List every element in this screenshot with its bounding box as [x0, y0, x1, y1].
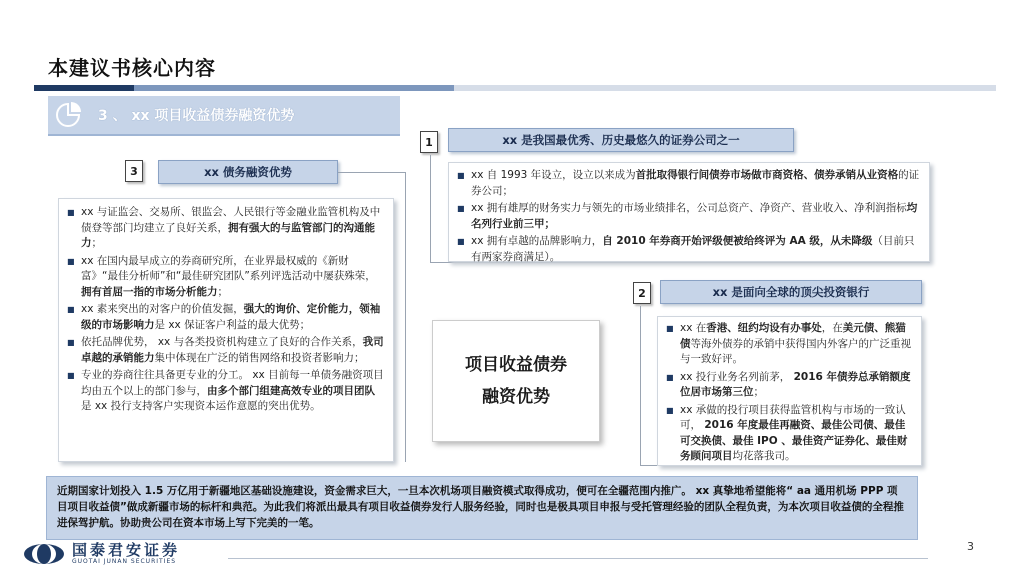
list-item: ■ xx 素来突出的对客户的价值发掘，强大的询价、定价能力，领袖级的市场影响力是 xx 保证客户利益的最大优势； [67, 302, 385, 333]
top-right-block-heading: xx 是我国最优秀、历史最悠久的证券公司之一 [448, 128, 794, 152]
bottom-right-panel [657, 316, 922, 466]
list-item: ■ xx 与证监会、交易所、银监会、人民银行等金融业监管机构及中债登等部门均建立了良好关系，拥有强大的与监管部门的沟通能力； [67, 205, 385, 252]
bottom-right-list [666, 321, 913, 465]
left-block-heading: xx 债务融资优势 [158, 160, 338, 184]
center-highlight [432, 320, 600, 442]
logo-chinese-name: 国泰君安证券 [72, 541, 181, 559]
list-item: ■ xx 拥有雄厚的财务实力与领先的市场业绩排名，公司总资产、净资产、营业收入、净利润指标均名列行业前三甲； [457, 201, 921, 232]
list-item: ■ xx 投行业务名列前茅， 2016 年债券总承销额度位居市场第三位； [666, 370, 913, 401]
logo-english-name: GUOTAI JUNAN SECURITIES [72, 558, 177, 565]
list-item: ■ xx 拥有卓越的品牌影响力，自 2010 年券商开始评级便被给终评为 AA 级，从未降级（目前只有两家券商满足）。 [457, 234, 921, 265]
footer-divider [228, 558, 928, 559]
list-item: ■ xx 在国内最早成立的券商研究所，在业界最权威的《新财富》“最佳分析师”和“最佳研究团队”系列评选活动中屡获殊荣，拥有首屈一指的市场分析能力； [67, 254, 385, 301]
bottom-right-block-number: 2 [633, 282, 651, 304]
pie-chart-icon [48, 95, 88, 135]
center-line-1: 项目收益债券 [465, 355, 567, 375]
summary-note: 近期国家计划投入 1.5 万亿用于新疆地区基础设施建设，资金需求巨大，一旦本次机场项目融资模式取得成功，便可在全疆范围内推广。 xx 真挚地希望能将“ aa 通用机场 PPP 项目项目收益债”做成新疆市场的标杆和典范。为此我们将派出最具有项目收益债券发行人服务经验，同时也是极具项目申报与受托管理经验的团队全程负责，为本次项目收益债的全程推进保驾护航。协助贵公司在资本市场上写下完美的一笔。 [46, 476, 918, 540]
section-banner [48, 96, 400, 136]
top-right-panel [448, 162, 930, 262]
bottom-right-block-heading: xx 是面向全球的顶尖投资银行 [660, 280, 922, 304]
title-rule [34, 85, 996, 91]
section-title: 3 、 xx 项目收益债券融资优势 [98, 108, 295, 124]
company-logo-icon [22, 543, 66, 565]
center-line-2: 融资优势 [482, 387, 550, 407]
left-list [67, 205, 385, 415]
footer-logo [22, 543, 180, 565]
page-title: 本建议书核心内容 [48, 56, 216, 80]
list-item: ■ xx 自 1993 年设立，设立以来成为首批取得银行间债券市场做市商资格、债券承销从业资格的证券公司； [457, 168, 921, 199]
list-item: ■ xx 承做的投行项目获得监管机构与市场的一致认可， 2016 年度最佳再融资、最佳公司债、最佳可交换债、最佳 IPO 、最佳资产证券化、最佳财务顾问项目均花落我司。 [666, 403, 913, 465]
left-block-number: 3 [125, 160, 143, 182]
top-right-block-number: 1 [420, 131, 438, 153]
list-item: ■ xx 在香港、纽约均设有办事处，在美元债、熊猫债等海外债券的承销中获得国内外客户的广泛重视与一致好评。 [666, 321, 913, 368]
page-number: 3 [967, 540, 974, 553]
list-item: ■ 依托品牌优势， xx 与各类投资机构建立了良好的合作关系，我司卓越的承销能力集中体现在广泛的销售网络和投资者影响力； [67, 335, 385, 366]
list-item: ■ 专业的券商往往具备更专业的分工。 xx 目前每一单债务融资项目均由五个以上的部门参与，由多个部门组建高效专业的项目团队是 xx 投行支持客户实现资本运作意愿的突出优势。 [67, 368, 385, 415]
left-panel [58, 198, 394, 462]
top-right-list [457, 168, 921, 265]
